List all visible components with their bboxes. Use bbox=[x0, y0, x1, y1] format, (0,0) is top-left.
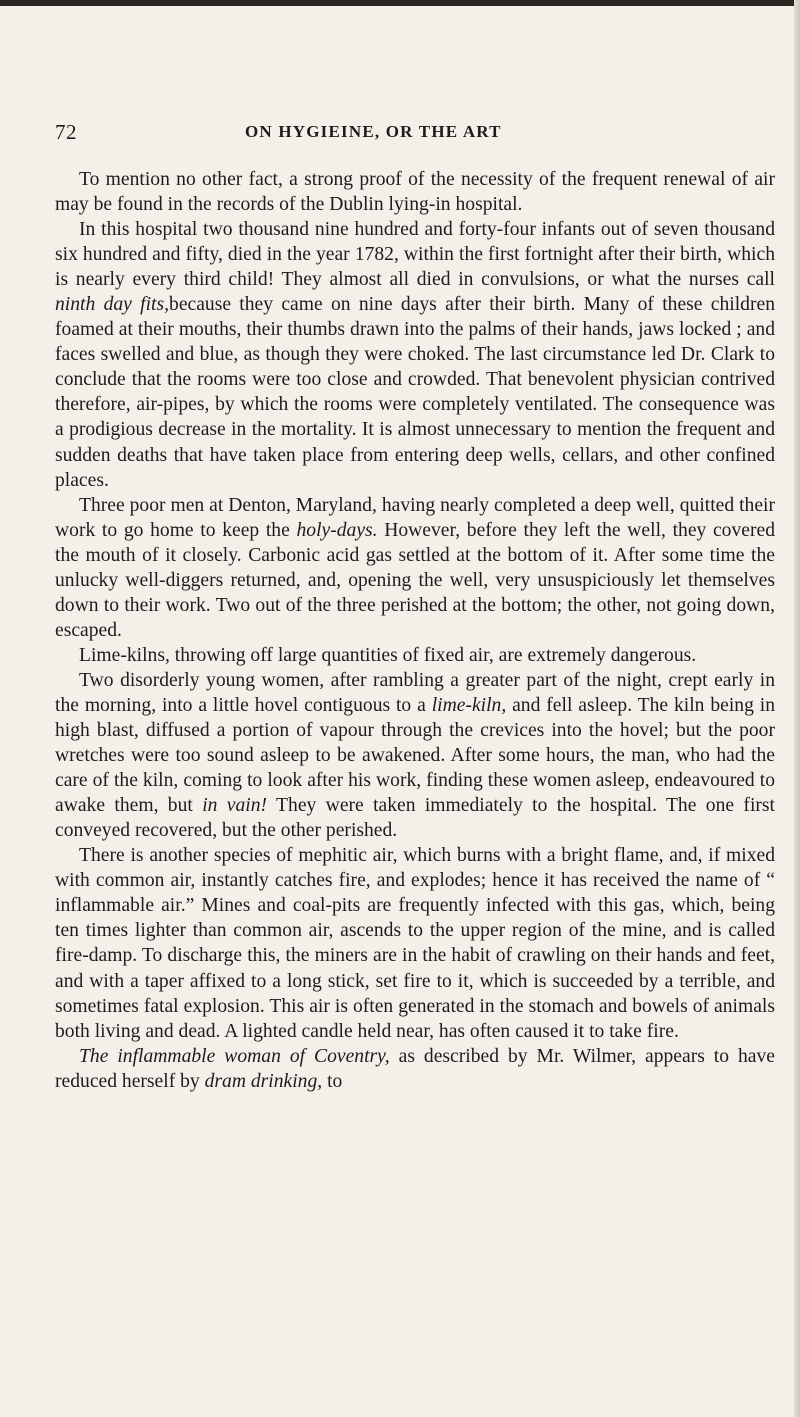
paragraph bbox=[55, 493, 775, 643]
top-border bbox=[0, 0, 800, 6]
text-run: There is another species of mephitic air, which burns with a bright flame, and, if mixed with common air, instantly catches fire, and explodes; hence it has received the name of “ inflammable air.” Mines and coal-pits are frequently infected with this gas, which, being ten times lighter than common air, ascends to the upper region of the mine, and is called fire-damp. To discharge this, the miners are in the habit of crawling on their hands and feet, and with a taper affixed to a long stick, set fire to it, which is succeeded by a terrible, and sometimes fatal explosion. This air is often generated in the stomach and bowels of animals both living and dead. A lighted candle held near, has often caused it to take fire. bbox=[55, 845, 775, 1042]
italic-text: dram drinking, bbox=[204, 1070, 323, 1092]
italic-text: in vain! bbox=[202, 795, 268, 817]
italic-text: holy-days. bbox=[296, 519, 378, 541]
text-run: because they came on nine days after their birth. Many of these children foamed at their mouths, their thumbs drawn into the palms of their hands, jaws locked ; and faces swelled and blue, as though they were choked. The last circumstance led Dr. Clark to conclude that the rooms were too close and crowded. That benevolent physician contrived therefore, air-pipes, by which the rooms were completely ventilated. The consequence was a prodigious decrease in the mortality. It is almost unnecessary to mention the frequent and sudden deaths that have taken place from entering deep wells, cellars, and other confined places. bbox=[55, 294, 775, 491]
text-run: and fell asleep. The kiln being in high blast, diffused a portion of vapour through the crevices into the hovel; but the poor wretches were too sound asleep to be awakened. After some hours, the man, who had the care of the kiln, coming to look after his work, finding these women asleep, endeavoured to awake them, but bbox=[55, 694, 775, 817]
text-run: They were taken immediately to the hospital. The one first conveyed recovered, but the other perished. bbox=[55, 795, 775, 842]
text-run: In this hospital two thousand nine hundred and forty-four infants out of seven thousand six hundred and fifty, died in the year 1782, within the first fortnight after their birth, which is nearly every third child! They almost all died in convulsions, or what the nurses call bbox=[55, 219, 775, 291]
running-title: ON HYGIEINE, OR THE ART bbox=[245, 122, 502, 141]
italic-text: The inflammable woman of Coventry, bbox=[79, 1045, 390, 1067]
paragraph bbox=[55, 217, 775, 493]
text-run: to bbox=[322, 1070, 343, 1092]
paragraph bbox=[55, 167, 775, 217]
running-head bbox=[55, 120, 775, 150]
page-number: 72 bbox=[55, 120, 77, 144]
paragraph bbox=[55, 668, 775, 843]
italic-text: ninth day fits, bbox=[55, 294, 170, 316]
text-run: However, before they left the well, they covered the mouth of it closely. Carbonic acid gas settled at the bottom of it. After some time the unlucky well-diggers returned, and, opening the well, very unsuspiciously let themselves down to their work. Two out of the three perished at the bottom; the other, not going down, escaped. bbox=[55, 519, 775, 641]
paragraph bbox=[55, 1044, 775, 1094]
body-text bbox=[55, 167, 775, 1094]
text-run: To mention no other fact, a strong proof of the necessity of the frequent renewal of air may be found in the records of the Dublin lying-in hospital. bbox=[55, 169, 775, 216]
text-run: Lime-kilns, throwing off large quantities of fixed air, are extremely dangerous. bbox=[79, 644, 697, 666]
text-run: Three poor men at Denton, Maryland, having nearly completed a deep well, quitted their work to go home to keep the bbox=[55, 494, 775, 541]
text-run: Two disorderly young women, after rambling a greater part of the night, crept early in the morning, into a little hovel contiguous to a bbox=[55, 669, 775, 716]
paragraph bbox=[55, 643, 775, 668]
paragraph bbox=[55, 843, 775, 1043]
text-run: as described by Mr. Wilmer, appears to have reduced herself by bbox=[55, 1045, 775, 1092]
page-edge bbox=[794, 0, 800, 1417]
italic-text: lime-kiln, bbox=[431, 694, 507, 716]
